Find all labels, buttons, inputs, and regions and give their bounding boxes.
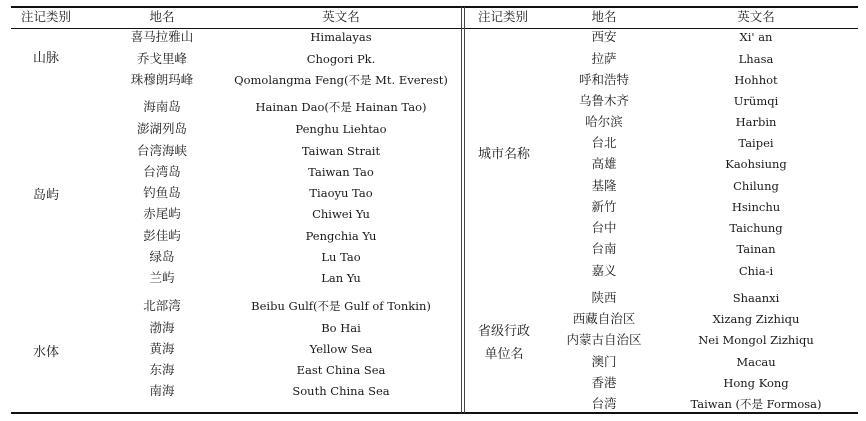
place-name: 台湾海峡 xyxy=(136,143,188,158)
place-name: 北部湾 xyxy=(143,298,181,313)
place-name: 澳门 xyxy=(591,354,617,369)
english-name: Harbin xyxy=(735,115,777,129)
english-name: Lu Tao xyxy=(321,250,361,264)
place-name: 台北 xyxy=(591,135,617,150)
bottom-rule xyxy=(11,412,858,414)
english-name: Taiwan Strait xyxy=(301,144,381,158)
english-name: Qomolangma Feng(不是 Mt. Everest) xyxy=(234,73,448,87)
place-name: 哈尔滨 xyxy=(585,114,623,129)
english-name: Shaanxi xyxy=(732,291,780,305)
english-name: Hohhot xyxy=(734,73,778,87)
place-name: 嘉义 xyxy=(591,263,617,278)
place-name: 澎湖列岛 xyxy=(136,121,188,136)
english-name: Taipei xyxy=(738,136,774,150)
english-name: Xizang Zizhiqu xyxy=(712,312,800,326)
place-name: 珠穆朗玛峰 xyxy=(130,72,194,87)
english-name: Kaohsiung xyxy=(725,157,787,171)
english-name: Himalayas xyxy=(310,30,372,44)
place-name: 渤海 xyxy=(149,320,175,335)
category-islands: 岛屿 xyxy=(32,188,60,203)
english-name: Tainan xyxy=(736,242,776,256)
place-name: 台湾 xyxy=(591,396,617,411)
english-name: Penghu Liehtao xyxy=(295,122,387,136)
english-name: Lan Yu xyxy=(321,271,361,285)
place-name: 呼和浩特 xyxy=(578,72,630,87)
english-name: East China Sea xyxy=(296,363,386,377)
category-provincial-units-line1: 省级行政 xyxy=(477,324,531,339)
english-name: Macau xyxy=(736,355,776,369)
category-provincial-units-line2: 单位名 xyxy=(484,347,524,362)
english-name: Chiwei Yu xyxy=(312,207,370,221)
place-name: 香港 xyxy=(591,375,617,390)
english-name: Chogori Pk. xyxy=(306,52,376,66)
english-name: Pengchia Yu xyxy=(305,229,377,243)
english-name: Chilung xyxy=(733,179,779,193)
place-name: 内蒙古自治区 xyxy=(566,332,642,347)
place-name: 海南岛 xyxy=(143,99,181,114)
place-name: 赤尾屿 xyxy=(143,206,181,221)
place-name: 台南 xyxy=(591,241,617,256)
category-water-bodies: 水体 xyxy=(32,345,60,360)
header-english-right: 英文名 xyxy=(737,9,775,24)
place-name: 彭佳屿 xyxy=(143,228,181,243)
english-name: Taichung xyxy=(729,221,783,235)
column-divider-left xyxy=(461,7,462,413)
place-name: 台湾岛 xyxy=(143,164,181,179)
english-name: Taiwan Tao xyxy=(308,165,374,179)
place-name: 陕西 xyxy=(591,290,617,305)
place-name: 兰屿 xyxy=(149,270,175,285)
place-name: 乔戈里峰 xyxy=(136,51,188,66)
place-name: 绿岛 xyxy=(149,249,175,264)
header-name-left: 地名 xyxy=(149,9,175,24)
english-name: South China Sea xyxy=(292,384,390,398)
category-mountains: 山脉 xyxy=(32,51,60,66)
place-name: 拉萨 xyxy=(591,51,617,66)
place-name: 钓鱼岛 xyxy=(143,185,181,200)
column-divider-right xyxy=(464,7,465,413)
english-name: Lhasa xyxy=(738,52,774,66)
place-name: 台中 xyxy=(591,220,617,235)
place-name: 基隆 xyxy=(591,178,617,193)
header-english-left: 英文名 xyxy=(322,9,360,24)
english-name: Hainan Dao(不是 Hainan Tao) xyxy=(255,100,427,114)
top-rule xyxy=(11,6,858,8)
english-name: Chia-i xyxy=(738,264,774,278)
english-name: Hong Kong xyxy=(723,376,789,390)
header-category-left: 注记类别 xyxy=(20,9,72,24)
category-city-names: 城市名称 xyxy=(477,147,531,162)
english-name: Nei Mongol Zizhiqu xyxy=(698,333,814,347)
english-name: Urümqi xyxy=(733,94,779,108)
english-name: Xi' an xyxy=(739,30,773,44)
header-name-right: 地名 xyxy=(591,9,617,24)
place-name: 喜马拉雅山 xyxy=(130,29,194,44)
english-name: Bo Hai xyxy=(321,321,361,335)
english-name: Tiaoyu Tao xyxy=(309,186,373,200)
english-name: Beibu Gulf(不是 Gulf of Tonkin) xyxy=(251,299,431,313)
place-name: 西藏自治区 xyxy=(572,311,636,326)
place-name: 东海 xyxy=(149,362,175,377)
english-name: Hsinchu xyxy=(731,200,781,214)
place-name: 乌鲁木齐 xyxy=(578,93,630,108)
place-name: 高雄 xyxy=(591,156,617,171)
english-name: Yellow Sea xyxy=(309,342,373,356)
english-name: Taiwan (不是 Formosa) xyxy=(690,397,822,411)
header-category-right: 注记类别 xyxy=(477,9,529,24)
place-name: 西安 xyxy=(591,29,617,44)
place-name: 黄海 xyxy=(149,341,175,356)
place-name: 南海 xyxy=(149,383,175,398)
place-name: 新竹 xyxy=(591,199,617,214)
